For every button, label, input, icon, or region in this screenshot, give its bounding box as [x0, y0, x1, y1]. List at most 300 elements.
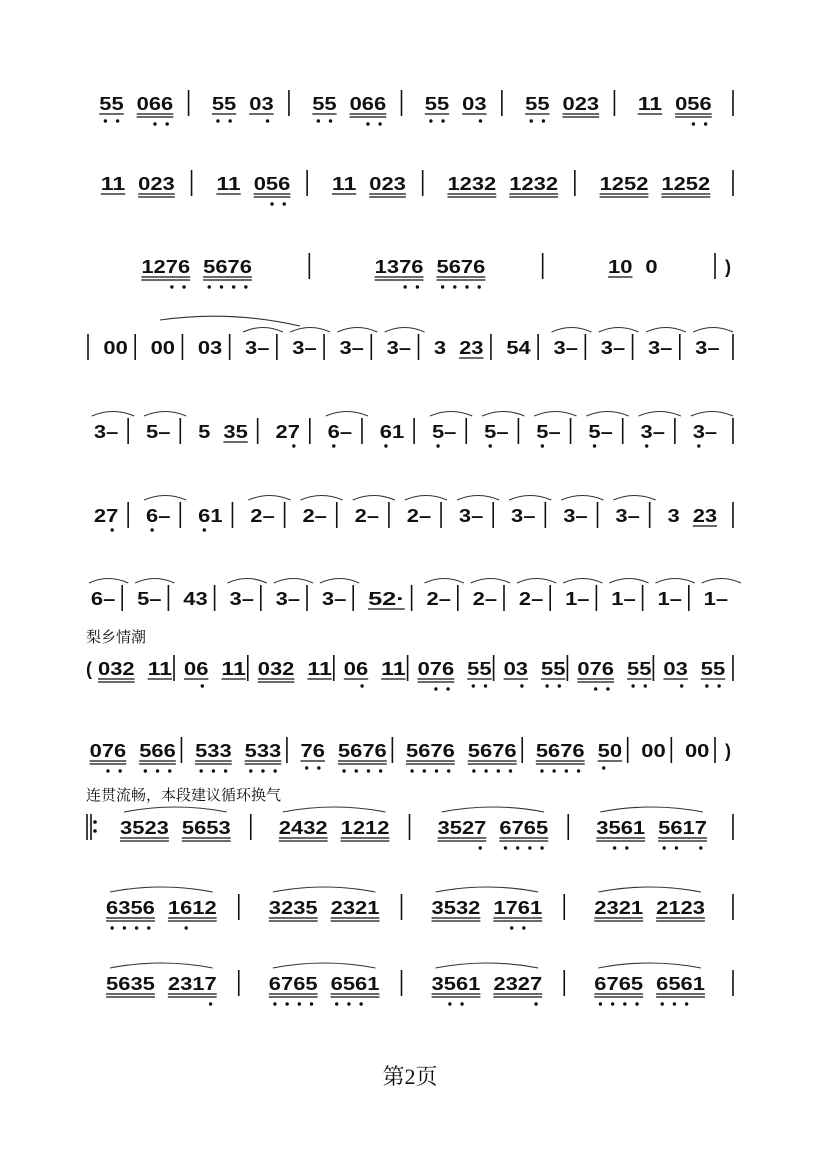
low-octave-dot — [528, 846, 531, 849]
low-octave-dot — [685, 1002, 688, 1005]
note-group: 2432 — [278, 818, 328, 838]
low-octave-dot — [497, 769, 500, 772]
note-group: 3– — [229, 589, 254, 609]
note-group: 55 — [525, 94, 550, 114]
note-group: 11 — [307, 659, 332, 679]
note-group: 1252 — [599, 174, 649, 194]
note-group: 5676 — [436, 257, 486, 277]
low-octave-dot — [416, 285, 419, 288]
slur-arc — [702, 579, 741, 584]
note-group: 54 — [506, 338, 531, 358]
low-octave-dot — [558, 684, 561, 687]
low-octave-dot — [273, 769, 276, 772]
low-octave-dot — [182, 285, 185, 288]
low-octave-dot — [147, 926, 150, 929]
slur-arc — [471, 579, 510, 584]
low-octave-dot — [220, 285, 223, 288]
low-octave-dot — [123, 926, 126, 929]
low-octave-dot — [484, 684, 487, 687]
note-group: 1– — [703, 589, 729, 609]
slur-arc — [110, 887, 213, 892]
low-octave-dot — [168, 769, 171, 772]
low-octave-dot — [208, 285, 211, 288]
low-octave-dot — [201, 684, 204, 687]
low-octave-dot — [298, 1002, 301, 1005]
slur-arc — [534, 412, 576, 417]
slur-arc — [89, 579, 128, 584]
low-octave-dot — [704, 122, 707, 125]
slur-arc — [436, 887, 539, 892]
low-octave-dot — [249, 769, 252, 772]
low-octave-dot — [270, 202, 273, 205]
note-group: 2123 — [656, 898, 705, 918]
slur-arc — [457, 496, 499, 501]
slur-arc — [144, 412, 186, 417]
note-group: 11 — [637, 94, 663, 114]
note-group: 023 — [369, 174, 406, 194]
low-octave-dot — [366, 122, 369, 125]
slur-arc — [273, 963, 376, 968]
note-group: 03 — [503, 659, 528, 679]
note-group: 2– — [354, 506, 380, 526]
low-octave-dot — [644, 684, 647, 687]
note-group: 2321 — [330, 898, 380, 918]
note-group: 056 — [675, 94, 712, 114]
slur-arc — [517, 579, 556, 584]
slur-layer — [89, 316, 741, 968]
repeat-dot — [93, 820, 97, 824]
note-group: 03 — [462, 94, 487, 114]
slur-arc — [248, 496, 290, 501]
low-octave-dot — [705, 684, 708, 687]
low-octave-dot — [104, 119, 107, 122]
low-octave-dot — [203, 528, 206, 531]
slur-arc — [274, 579, 313, 584]
note-group: 566 — [139, 741, 176, 761]
note-group: 3– — [692, 422, 718, 442]
note-group: 00 — [150, 338, 176, 358]
low-octave-dot — [479, 119, 482, 122]
note-group: 11 — [221, 659, 246, 679]
low-octave-dot — [599, 1002, 602, 1005]
low-octave-dot — [611, 1002, 614, 1005]
low-octave-dot — [273, 1002, 276, 1005]
note-group: 076 — [89, 741, 127, 761]
low-octave-dot — [118, 769, 121, 772]
slur-arc — [586, 412, 628, 417]
slur-arc — [600, 807, 703, 812]
low-octave-dot — [448, 1002, 451, 1005]
note-group: 076 — [577, 659, 614, 679]
slur-arc — [243, 328, 283, 333]
slur-arc — [290, 328, 330, 333]
note-group: 27 — [93, 506, 119, 526]
slur-arc — [385, 328, 425, 333]
slur-arc — [92, 412, 134, 417]
low-octave-dot — [429, 119, 432, 122]
note-group: 3– — [563, 506, 588, 526]
low-octave-dot — [625, 846, 628, 849]
note-group: 06 — [343, 659, 369, 679]
note-group: 27 — [275, 422, 300, 442]
note-group: 55 — [312, 94, 337, 114]
note-group: 3– — [600, 338, 626, 358]
note-group: 55 — [211, 94, 237, 114]
note-group: 1376 — [374, 257, 424, 277]
note-group: 3– — [386, 338, 412, 358]
note-group: 076 — [417, 659, 455, 679]
low-octave-dot — [184, 926, 187, 929]
low-octave-dot — [228, 119, 231, 122]
close-bracket: ) — [725, 741, 731, 761]
note-group: 6– — [90, 589, 116, 609]
low-octave-dot — [631, 684, 634, 687]
low-octave-dot — [441, 119, 444, 122]
low-octave-dot — [545, 684, 548, 687]
low-octave-dot — [673, 1002, 676, 1005]
note-group: 3 — [433, 338, 447, 358]
low-octave-dot — [156, 769, 159, 772]
note-group: 55 — [99, 94, 124, 114]
note-group: 3– — [93, 422, 119, 442]
low-octave-dot — [522, 926, 525, 929]
low-octave-dot — [360, 684, 363, 687]
low-octave-dot — [434, 687, 437, 690]
note-group: 1– — [611, 589, 636, 609]
note-group: 3– — [615, 506, 640, 526]
low-octave-dot — [285, 1002, 288, 1005]
note-group: 55 — [541, 659, 566, 679]
low-octave-dot — [116, 119, 119, 122]
note-group: 3– — [292, 338, 317, 358]
close-bracket: ) — [725, 257, 731, 277]
low-octave-dot — [453, 285, 456, 288]
note-group: 11 — [100, 174, 126, 194]
low-octave-dot — [606, 687, 609, 690]
low-octave-dot — [261, 769, 264, 772]
low-octave-dot — [697, 444, 700, 447]
note-group: 1276 — [141, 257, 191, 277]
note-group: 03 — [197, 338, 223, 358]
note-group: 5617 — [658, 818, 707, 838]
low-octave-dot — [602, 766, 605, 769]
note-group: 6561 — [656, 974, 705, 994]
low-octave-dot — [460, 1002, 463, 1005]
low-octave-dot — [623, 1002, 626, 1005]
note-group: 023 — [138, 174, 175, 194]
low-octave-dot — [404, 285, 407, 288]
note-group: 3– — [640, 422, 665, 442]
low-octave-dot — [446, 687, 449, 690]
note-group: 1– — [565, 589, 590, 609]
note-group: 6356 — [106, 898, 155, 918]
note-group: 43 — [183, 589, 208, 609]
low-octave-dot — [520, 684, 523, 687]
note-group: 066 — [349, 94, 387, 114]
note-group: 1252 — [661, 174, 711, 194]
slur-arc — [425, 579, 464, 584]
note-group: 5676 — [406, 741, 455, 761]
note-group: 3– — [553, 338, 578, 358]
low-octave-dot — [342, 769, 345, 772]
low-octave-dot — [244, 285, 247, 288]
note-group: 5– — [431, 422, 457, 442]
note-group: 00 — [103, 338, 128, 358]
low-octave-dot — [216, 119, 219, 122]
note-group: 1232 — [447, 174, 497, 194]
slur-arc — [693, 328, 733, 333]
slur-arc — [639, 412, 681, 417]
note-group: 00 — [684, 741, 710, 761]
note-group: 6561 — [330, 974, 380, 994]
slur-arc — [320, 579, 359, 584]
note-group: 5676 — [203, 257, 252, 277]
note-group: 2317 — [167, 974, 217, 994]
note-group: 1761 — [493, 898, 543, 918]
note-group: 5635 — [106, 974, 155, 994]
slur-arc — [110, 963, 213, 968]
phrase-slur — [160, 316, 300, 326]
notation-layer — [86, 90, 733, 1006]
low-octave-dot — [329, 119, 332, 122]
note-group: 3– — [321, 589, 347, 609]
low-octave-dot — [423, 769, 426, 772]
low-octave-dot — [516, 846, 519, 849]
note-group: 5– — [588, 422, 613, 442]
note-group: 3– — [275, 589, 301, 609]
note-group: 2327 — [493, 974, 543, 994]
section-title: 梨乡情潮 — [86, 629, 147, 646]
low-octave-dot — [144, 769, 147, 772]
low-octave-dot — [199, 769, 202, 772]
slur-arc — [283, 807, 386, 812]
low-octave-dot — [170, 285, 173, 288]
slur-arc — [144, 496, 186, 501]
slur-arc — [228, 579, 267, 584]
note-group: 2– — [472, 589, 498, 609]
low-octave-dot — [479, 846, 482, 849]
note-group: 032 — [257, 659, 295, 679]
low-octave-dot — [266, 119, 269, 122]
low-octave-dot — [692, 122, 695, 125]
low-octave-dot — [335, 1002, 338, 1005]
low-octave-dot — [472, 769, 475, 772]
note-group: 55 — [700, 659, 726, 679]
slur-arc — [326, 412, 368, 417]
note-group: 03 — [663, 659, 688, 679]
note-group: 50 — [597, 741, 623, 761]
slur-arc — [563, 579, 602, 584]
note-group: 1– — [657, 589, 682, 609]
note-group: 5– — [536, 422, 561, 442]
note-group: 3– — [695, 338, 720, 358]
low-octave-dot — [150, 528, 153, 531]
note-group: 533 — [195, 741, 232, 761]
low-octave-dot — [530, 119, 533, 122]
low-octave-dot — [534, 1002, 537, 1005]
slur-arc — [273, 887, 376, 892]
note-group: 5676 — [535, 741, 585, 761]
low-octave-dot — [359, 1002, 362, 1005]
note-group: 10 — [608, 257, 633, 277]
low-octave-dot — [232, 285, 235, 288]
slur-arc — [482, 412, 524, 417]
low-octave-dot — [577, 769, 580, 772]
low-octave-dot — [332, 444, 335, 447]
note-group: 55 — [627, 659, 652, 679]
note-group: 5676 — [337, 741, 387, 761]
low-octave-dot — [165, 122, 168, 125]
slur-arc — [561, 496, 603, 501]
slur-arc — [430, 412, 472, 417]
slur-arc — [124, 807, 227, 812]
note-group: 03 — [249, 94, 274, 114]
low-octave-dot — [680, 684, 683, 687]
low-octave-dot — [106, 769, 109, 772]
low-octave-dot — [594, 687, 597, 690]
low-octave-dot — [378, 122, 381, 125]
slur-arc — [337, 328, 377, 333]
note-group: 3– — [647, 338, 673, 358]
note-group: 61 — [198, 506, 223, 526]
slur-arc — [353, 496, 395, 501]
note-group: 11 — [331, 174, 357, 194]
low-octave-dot — [635, 1002, 638, 1005]
low-octave-dot — [441, 285, 444, 288]
low-octave-dot — [540, 769, 543, 772]
note-group: 2– — [426, 589, 451, 609]
low-octave-dot — [540, 846, 543, 849]
low-octave-dot — [347, 1002, 350, 1005]
low-octave-dot — [509, 769, 512, 772]
note-group: 5– — [137, 589, 162, 609]
low-octave-dot — [478, 285, 481, 288]
slur-arc — [135, 579, 174, 584]
slur-arc — [405, 496, 447, 501]
low-octave-dot — [305, 766, 308, 769]
note-group: 1212 — [340, 818, 390, 838]
note-group: 6765 — [268, 974, 318, 994]
note-group: 032 — [98, 659, 135, 679]
low-octave-dot — [489, 444, 492, 447]
low-octave-dot — [292, 444, 295, 447]
low-octave-dot — [110, 926, 113, 929]
slur-arc — [598, 963, 701, 968]
note-group: 55 — [424, 94, 450, 114]
note-group: 0 — [645, 257, 658, 277]
low-octave-dot — [436, 444, 439, 447]
note-group: 6– — [146, 506, 171, 526]
note-group: 056 — [253, 174, 291, 194]
note-group: 5676 — [467, 741, 517, 761]
low-octave-dot — [593, 444, 596, 447]
note-group: 3– — [245, 338, 270, 358]
note-group: 23 — [692, 506, 718, 526]
low-octave-dot — [675, 846, 678, 849]
low-octave-dot — [110, 528, 113, 531]
slur-arc — [598, 887, 701, 892]
note-group: 533 — [244, 741, 282, 761]
low-octave-dot — [645, 444, 648, 447]
low-octave-dot — [447, 769, 450, 772]
note-group: 2321 — [594, 898, 644, 918]
slur-arc — [509, 496, 551, 501]
low-octave-dot — [153, 122, 156, 125]
low-octave-dot — [384, 444, 387, 447]
low-octave-dot — [565, 769, 568, 772]
low-octave-dot — [410, 769, 413, 772]
note-group: 2– — [302, 506, 327, 526]
low-octave-dot — [504, 846, 507, 849]
note-group: 5653 — [181, 818, 231, 838]
note-group: 3527 — [437, 818, 487, 838]
slur-arc — [656, 579, 695, 584]
low-octave-dot — [317, 766, 320, 769]
open-bracket: ( — [86, 659, 92, 679]
note-group: 23 — [459, 338, 484, 358]
note-group: 11 — [147, 659, 172, 679]
low-octave-dot — [317, 119, 320, 122]
page-number: 第2页 — [382, 1064, 438, 1089]
low-octave-dot — [367, 769, 370, 772]
slur-arc — [691, 412, 733, 417]
note-group: 5 — [198, 422, 211, 442]
low-octave-dot — [209, 1002, 212, 1005]
low-octave-dot — [613, 846, 616, 849]
slur-arc — [609, 579, 648, 584]
low-octave-dot — [465, 285, 468, 288]
low-octave-dot — [472, 684, 475, 687]
low-octave-dot — [435, 769, 438, 772]
note-group: 3523 — [120, 818, 169, 838]
note-group: 00 — [641, 741, 666, 761]
note-group: 023 — [562, 94, 600, 114]
note-group: 3 — [667, 506, 680, 526]
repeat-dot — [93, 829, 97, 833]
note-group: 3– — [339, 338, 364, 358]
note-group: 3561 — [596, 818, 646, 838]
note-group: 55 — [467, 659, 492, 679]
low-octave-dot — [542, 119, 545, 122]
low-octave-dot — [135, 926, 138, 929]
note-group: 3532 — [431, 898, 481, 918]
note-group: 76 — [300, 741, 325, 761]
low-octave-dot — [379, 769, 382, 772]
slur-arc — [436, 963, 539, 968]
note-group: 2– — [250, 506, 275, 526]
slur-arc — [613, 496, 655, 501]
note-group: 6765 — [499, 818, 549, 838]
note-group: 52· — [368, 589, 405, 609]
low-octave-dot — [212, 769, 215, 772]
note-group: 3561 — [431, 974, 481, 994]
performance-note: 连贯流畅，本段建议循环换气 — [86, 787, 282, 804]
note-group: 3235 — [268, 898, 318, 918]
note-group: 2– — [406, 506, 432, 526]
note-group: 11 — [216, 174, 241, 194]
note-group: 066 — [136, 94, 174, 114]
note-group: 3– — [458, 506, 484, 526]
note-group: 61 — [379, 422, 405, 442]
slur-arc — [599, 328, 639, 333]
low-octave-dot — [552, 769, 555, 772]
slur-arc — [552, 328, 592, 333]
note-group: 5– — [484, 422, 509, 442]
low-octave-dot — [541, 444, 544, 447]
note-group: 2– — [518, 589, 544, 609]
note-group: 11 — [381, 659, 406, 679]
slur-arc — [442, 807, 545, 812]
